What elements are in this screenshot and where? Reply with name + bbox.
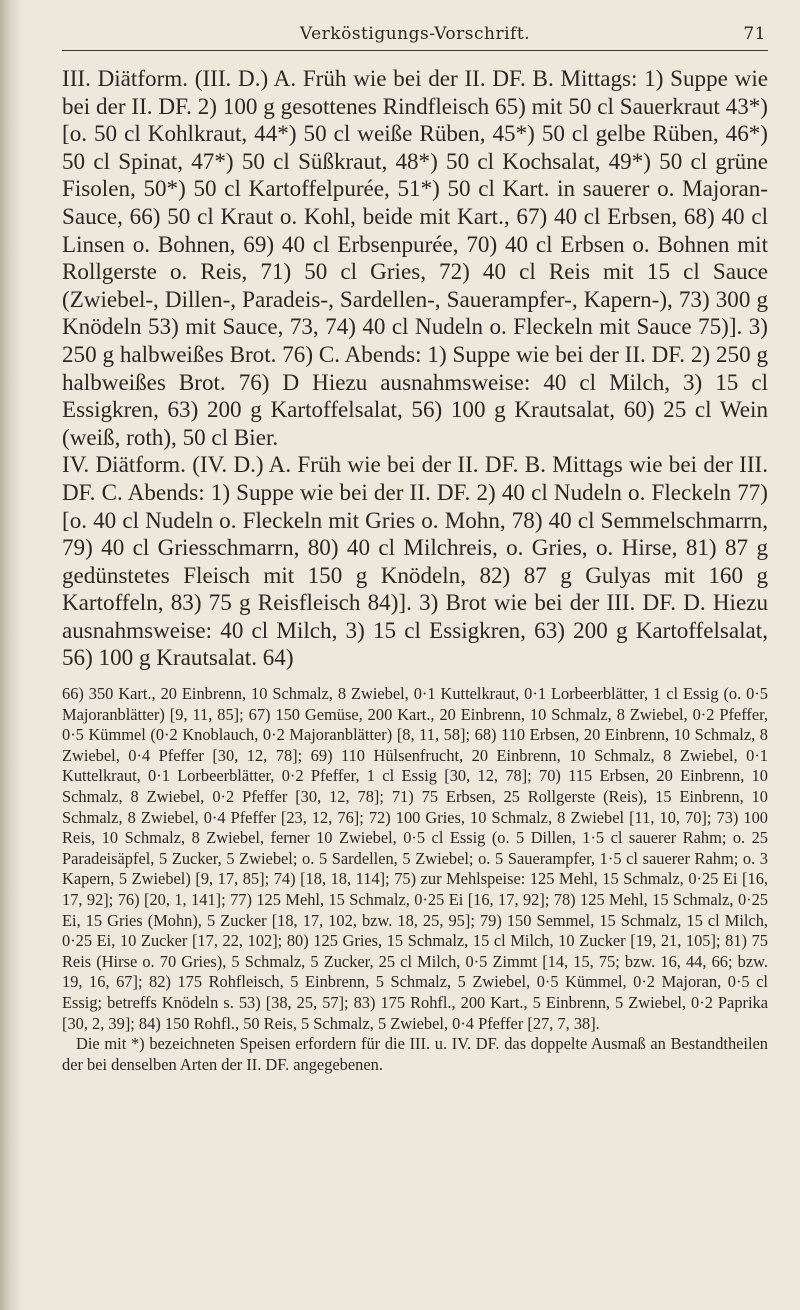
footnotes — [62, 684, 768, 1075]
footnote-note: Die mit *) bezeichneten Speisen erfordern für die III. u. IV. DF. das doppelte Ausmaß an Bestandtheilen der bei denselben Arten der II. DF. angegebenen. — [62, 1034, 768, 1074]
main-text — [62, 65, 768, 672]
book-page — [62, 22, 768, 1075]
running-title: Verköstigungs-Vorschrift. — [299, 24, 531, 44]
paragraph-diet-form-iv: IV. Diätform. (IV. D.) A. Früh wie bei der II. DF. B. Mittags wie bei der III. DF. C. Abends: 1) Suppe wie bei der II. DF. 2) 40 cl Nudeln o. Fleckeln 77) [o. 40 cl Nudeln o. Fleckeln mit Gries o. Mohn, 78) 40 cl Semmelschmarrn, 79) 40 cl Griesschmarrn, 80) 40 cl Milchreis, o. Gries, o. Hirse, 81) 87 g gedünstetes Fleisch mit 150 g Knödeln, 82) 87 g Gulyas mit 160 g Kartoffeln, 83) 75 g Reisfleisch 84)]. 3) Brot wie bei der III. DF. D. Hiezu ausnahmsweise: 40 cl Milch, 3) 15 cl Essigkren, 63) 200 g Kartoffelsalat, 56) 100 g Krautsalat. 64) — [62, 451, 768, 671]
book-spine-shadow — [0, 0, 22, 1310]
page-number: 71 — [743, 24, 766, 44]
paragraph-diet-form-iii: III. Diätform. (III. D.) A. Früh wie bei der II. DF. B. Mittags: 1) Suppe wie bei der II. DF. 2) 100 g gesottenes Rindfleisch 65) mit 50 cl Sauerkraut 43*) [o. 50 cl Kohlkraut, 44*) 50 cl weiße Rüben, 45*) 50 cl gelbe Rüben, 46*) 50 cl Spinat, 47*) 50 cl Süßkraut, 48*) 50 cl Kochsalat, 49*) 50 cl grüne Fisolen, 50*) 50 cl Kartoffelpurée, 51*) 50 cl Kart. in sauerer o. Majoran-Sauce, 66) 50 cl Kraut o. Kohl, beide mit Kart., 67) 40 cl Erbsen, 68) 40 cl Linsen o. Bohnen, 69) 40 cl Erbsenpurée, 70) 40 cl Erbsen o. Bohnen mit Rollgerste o. Reis, 71) 50 cl Gries, 72) 40 cl Reis mit 15 cl Sauce (Zwiebel-, Dillen-, Paradeis-, Sardellen-, Sauerampfer-, Kapern-), 73) 300 g Knödeln 53) mit Sauce, 73, 74) 40 cl Nudeln o. Fleckeln mit Sauce 75)]. 3) 250 g halbweißes Brot. 76) C. Abends: 1) Suppe wie bei der II. DF. 2) 250 g halbweißes Brot. 76) D Hiezu ausnahmsweise: 40 cl Milch, 3) 15 cl Essigkren, 63) 200 g Kartoffelsalat, 56) 100 g Krautsalat, 60) 25 cl Wein (weiß, roth), 50 cl Bier. — [62, 65, 768, 450]
running-header — [62, 22, 768, 51]
footnote-text: 66) 350 Kart., 20 Einbrenn, 10 Schmalz, 8 Zwiebel, 0·1 Kuttelkraut, 0·1 Lorbeerblätter, 1 cl Essig (o. 0·5 Majoranblätter) [9, 11, 85]; 67) 150 Gemüse, 200 Kart., 20 Einbrenn, 10 Schmalz, 8 Zwiebel, 0·2 Pfeffer, 0·5 Kümmel (0·2 Knoblauch, 0·2 Majoranblätter) [8, 11, 58]; 68) 110 Erbsen, 20 Einbrenn, 10 Schmalz, 8 Zwiebel, 0·4 Pfeffer [30, 12, 78]; 69) 110 Hülsenfrucht, 20 Einbrenn, 10 Schmalz, 8 Zwiebel, 0·1 Kuttelkraut, 0·1 Lorbeerblätter, 0·2 Pfeffer, 1 cl Essig [30, 12, 78]; 70) 115 Erbsen, 20 Einbrenn, 10 Schmalz, 8 Zwiebel, 0·2 Pfeffer [30, 12, 78]; 71) 75 Erbsen, 25 Rollgerste (Reis), 15 Einbrenn, 10 Schmalz, 8 Zwiebel, 0·4 Pfeffer [23, 12, 76]; 72) 100 Gries, 10 Schmalz, 8 Zwiebel [11, 10, 70]; 73) 100 Reis, 10 Schmalz, 8 Zwiebel, ferner 10 Zwiebel, 0·5 cl Essig (o. 5 Dillen, 1·5 cl sauerer Rahm; o. 25 Paradeisäpfel, 5 Zucker, 5 Zwiebel; o. 5 Sardellen, 5 Zwiebel; o. 5 Sauerampfer, 1·5 cl sauerer Rahm; o. 3 Kapern, 5 Zwiebel) [9, 17, 85]; 74) [18, 18, 114]; 75) zur Mehlspeise: 125 Mehl, 15 Schmalz, 0·25 Ei [16, 17, 92]; 76) [20, 1, 141]; 77) 125 Mehl, 15 Schmalz, 0·25 Ei [16, 17, 92]; 78) 125 Mehl, 15 Schmalz, 0·25 Ei, 15 Gries (Mohn), 5 Zucker [18, 17, 102, bzw. 18, 25, 95]; 79) 150 Semmel, 15 Schmalz, 15 cl Milch, 0·25 Ei, 10 Zucker [17, 22, 102]; 80) 125 Gries, 15 Schmalz, 15 cl Milch, 10 Zucker [19, 21, 105]; 81) 75 Reis (Hirse o. 70 Gries), 5 Schmalz, 5 Zucker, 25 cl Milch, 0·5 Zimmt [14, 15, 75; bzw. 16, 44, 66; bzw. 19, 16, 67]; 82) 175 Rohfleisch, 5 Einbrenn, 5 Schmalz, 5 Zwiebel, 0·5 Kümmel, 0·2 Majoran, 0·5 cl Essig; betreffs Knödeln s. 53) [38, 25, 57]; 83) 175 Rohfl., 200 Kart., 5 Einbrenn, 5 Zwiebel, 0·2 Paprika [30, 2, 39]; 84) 150 Rohfl., 50 Reis, 5 Schmalz, 5 Zwiebel, 0·4 Pfeffer [27, 7, 38]. — [62, 684, 768, 1033]
